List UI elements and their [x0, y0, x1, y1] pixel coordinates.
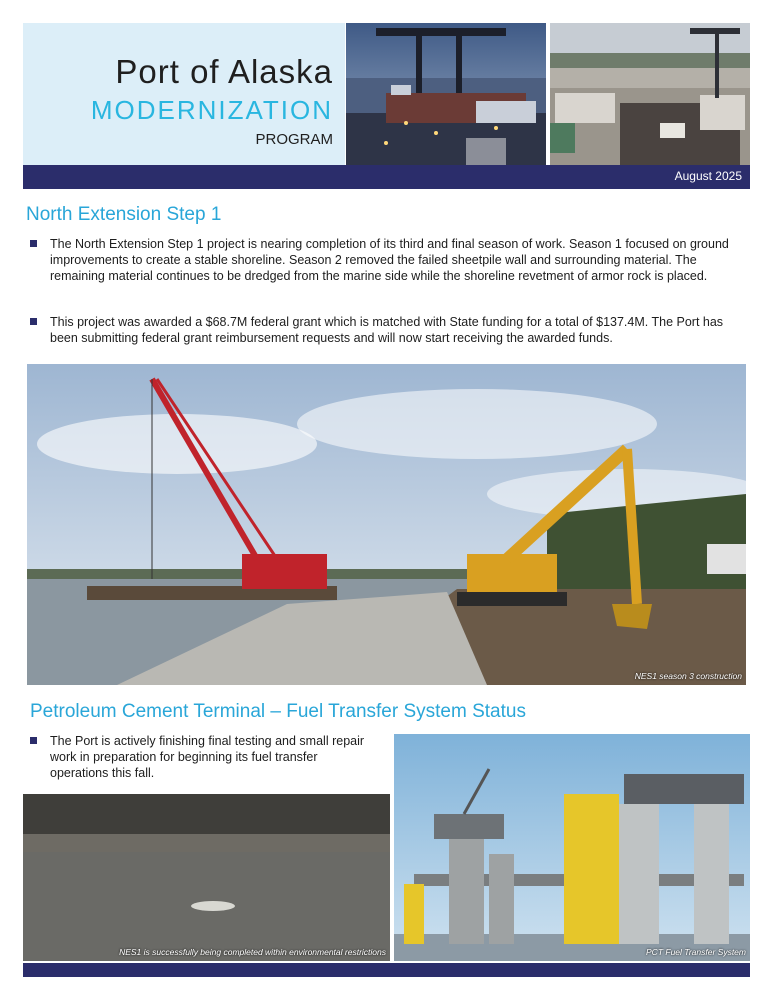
- title-box: [23, 23, 345, 165]
- issue-date: August 2025: [674, 169, 742, 183]
- title-modernization: MODERNIZATION: [90, 95, 333, 125]
- bullet-text: The North Extension Step 1 project is nearing completion of its third and final season of work. Season 1 focused on ground improvements to create a stable shoreline. Season 2 removed the failed sheetpile wall and surrounding material. The remaining material continues to be dredged from the marine side while the shoreline revetment of armor rock is placed.: [50, 237, 729, 283]
- header-photo-container-yard: [550, 23, 750, 165]
- construction-photo: [27, 364, 746, 685]
- section-heading-petroleum-cement-terminal: Petroleum Cement Terminal – Fuel Transfer System Status: [30, 701, 526, 722]
- footer-bar: [23, 963, 750, 977]
- title-port-of-alaska: Port of Alaska: [115, 53, 333, 90]
- bullet-square-icon: [30, 240, 37, 247]
- section-heading-north-extension: North Extension Step 1: [26, 204, 222, 225]
- photo-caption: PCT Fuel Transfer System: [646, 947, 746, 957]
- bullet-square-icon: [30, 318, 37, 325]
- bullet-item: [30, 733, 375, 781]
- bullet-item: [30, 314, 735, 346]
- bullet-square-icon: [30, 737, 37, 744]
- bullet-text: This project was awarded a $68.7M federal grant which is matched with State funding for a total of $137.4M. The Port has been submitting federal grant reimbursement requests and will now start receiving the awarded funds.: [50, 315, 724, 345]
- title-program: PROGRAM: [255, 131, 333, 148]
- photo-caption: NES1 is successfully being completed within environmental restrictions: [119, 947, 386, 957]
- photo-caption: NES1 season 3 construction: [634, 671, 742, 681]
- header-photo-port-night: [346, 23, 546, 165]
- beluga-whale-photo: [23, 794, 390, 961]
- header-date-bar: [23, 165, 750, 189]
- fuel-transfer-system-photo: [394, 734, 750, 961]
- bullet-text: The Port is actively finishing final testing and small repair work in preparation for beginning its fuel transfer operations this fall.: [50, 734, 365, 780]
- bullet-item: [30, 236, 730, 284]
